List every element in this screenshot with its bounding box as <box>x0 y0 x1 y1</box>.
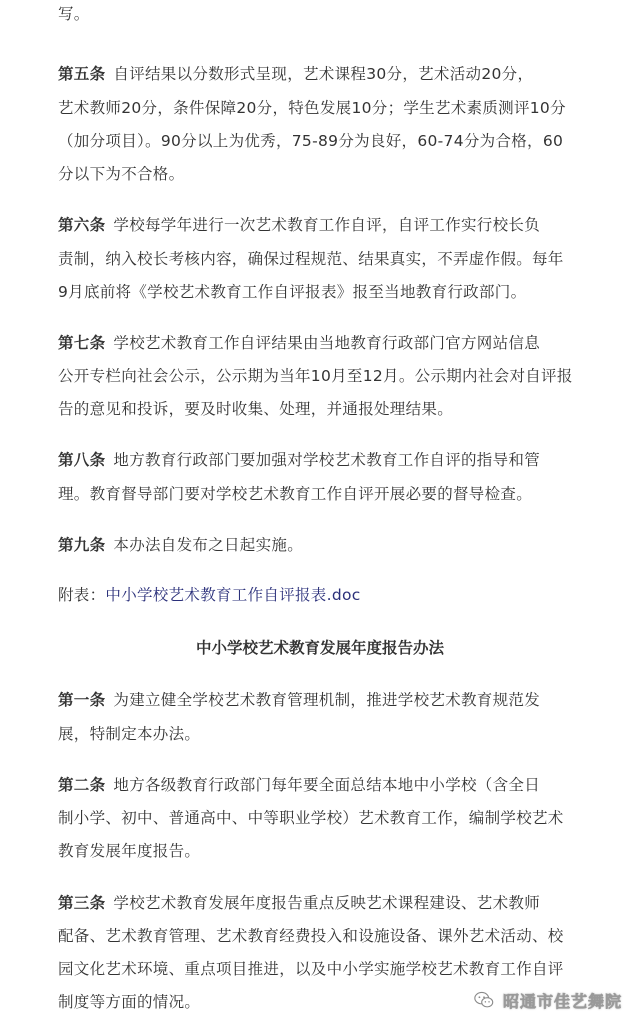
text-line <box>58 808 564 828</box>
text-line <box>58 282 526 302</box>
line-text: 本办法自发布之日起实施。 <box>113 536 304 554</box>
line-text: 展，特制定本办法。 <box>58 725 201 743</box>
attachment-label: 附表： <box>58 586 106 604</box>
text-line <box>58 366 573 386</box>
text-line <box>58 249 564 269</box>
line-text: 教育发展年度报告。 <box>58 842 201 860</box>
line-text: （加分项目）。90分以上为优秀，75-89分为良好，60-74分为合格，60 <box>58 132 564 150</box>
line-text: 告的意见和投诉，要及时收集、处理，并通报处理结果。 <box>58 400 454 418</box>
line-text: 园文化艺术环境、重点项目推进，以及中小学实施学校艺术教育工作自评 <box>58 960 564 978</box>
attachment-link[interactable]: 中小学校艺术教育工作自评报表.doc <box>105 586 361 604</box>
line-text: 分以下为不合格。 <box>58 165 185 183</box>
text-line <box>58 959 564 979</box>
text-line <box>58 841 200 861</box>
watermark-text: 昭通市佳艺舞院 <box>502 991 622 1011</box>
line-text: 公开专栏向社会公示，公示期为当年10月至12月。公示期内社会对自评报 <box>58 367 573 385</box>
line-text: 学校艺术教育工作自评结果由当地教育行政部门官方网站信息 <box>113 334 541 352</box>
article-label: 第二条 <box>58 776 106 794</box>
text-line <box>58 4 90 24</box>
article-label: 第八条 <box>58 451 106 469</box>
text-line <box>58 98 566 118</box>
line-text: 理。教育督导部门要对学校艺术教育工作自评开展必要的督导检查。 <box>58 485 533 503</box>
line-text: 配备、艺术教育管理、艺术教育经费投入和设施设备、课外艺术活动、校 <box>58 927 564 945</box>
line-text: 地方各级教育行政部门每年要全面总结本地中小学校（含全日 <box>113 776 541 794</box>
article-label: 第七条 <box>58 334 106 352</box>
article-label: 第三条 <box>58 894 106 912</box>
article-label: 第六条 <box>58 216 106 234</box>
line-text: 学校艺术教育发展年度报告重点反映艺术课程建设、艺术教师 <box>113 894 541 912</box>
line-text: 责制，纳入校长考核内容，确保过程规范、结果真实，不弄虚作假。每年 <box>58 250 564 268</box>
article-2-line <box>58 775 540 795</box>
line-text: 9月底前将《学校艺术教育工作自评报表》报至当地教育行政部门。 <box>58 283 527 301</box>
text-line <box>58 484 532 504</box>
text-line <box>58 131 563 151</box>
article-7-line <box>58 333 540 353</box>
line-text: 地方教育行政部门要加强对学校艺术教育工作自评的指导和管 <box>113 451 541 469</box>
text-line <box>58 399 453 419</box>
text-line <box>58 164 184 184</box>
line-text: 为建立健全学校艺术教育管理机制，推进学校艺术教育规范发 <box>113 691 541 709</box>
text-line <box>58 724 200 744</box>
article-8-line <box>58 450 540 470</box>
article-6-line <box>58 215 540 235</box>
line-text: 自评结果以分数形式呈现，艺术课程30分，艺术活动20分， <box>113 65 534 83</box>
article-9-line <box>58 535 303 555</box>
line-text: 制度等方面的情况。 <box>58 993 201 1011</box>
wechat-icon <box>473 989 495 1011</box>
line-text: 制小学、初中、普通高中、中等职业学校）艺术教育工作，编制学校艺术 <box>58 809 564 827</box>
section-heading: 中小学校艺术教育发展年度报告办法 <box>195 639 444 657</box>
article-5-line <box>58 64 533 84</box>
article-label: 第五条 <box>58 65 106 83</box>
article-1-line <box>58 690 540 710</box>
watermark <box>473 986 622 1014</box>
article-label: 第九条 <box>58 536 106 554</box>
line-text: 学校每学年进行一次艺术教育工作自评，自评工作实行校长负 <box>113 216 541 234</box>
text-line <box>58 992 200 1012</box>
line-text: 写。 <box>58 5 90 23</box>
line-text: 艺术教师20分，条件保障20分，特色发展10分；学生艺术素质测评10分 <box>58 99 566 117</box>
article-label: 第一条 <box>58 691 106 709</box>
attachment-line <box>58 585 361 605</box>
text-line <box>58 926 564 946</box>
article-3-line <box>58 893 540 913</box>
